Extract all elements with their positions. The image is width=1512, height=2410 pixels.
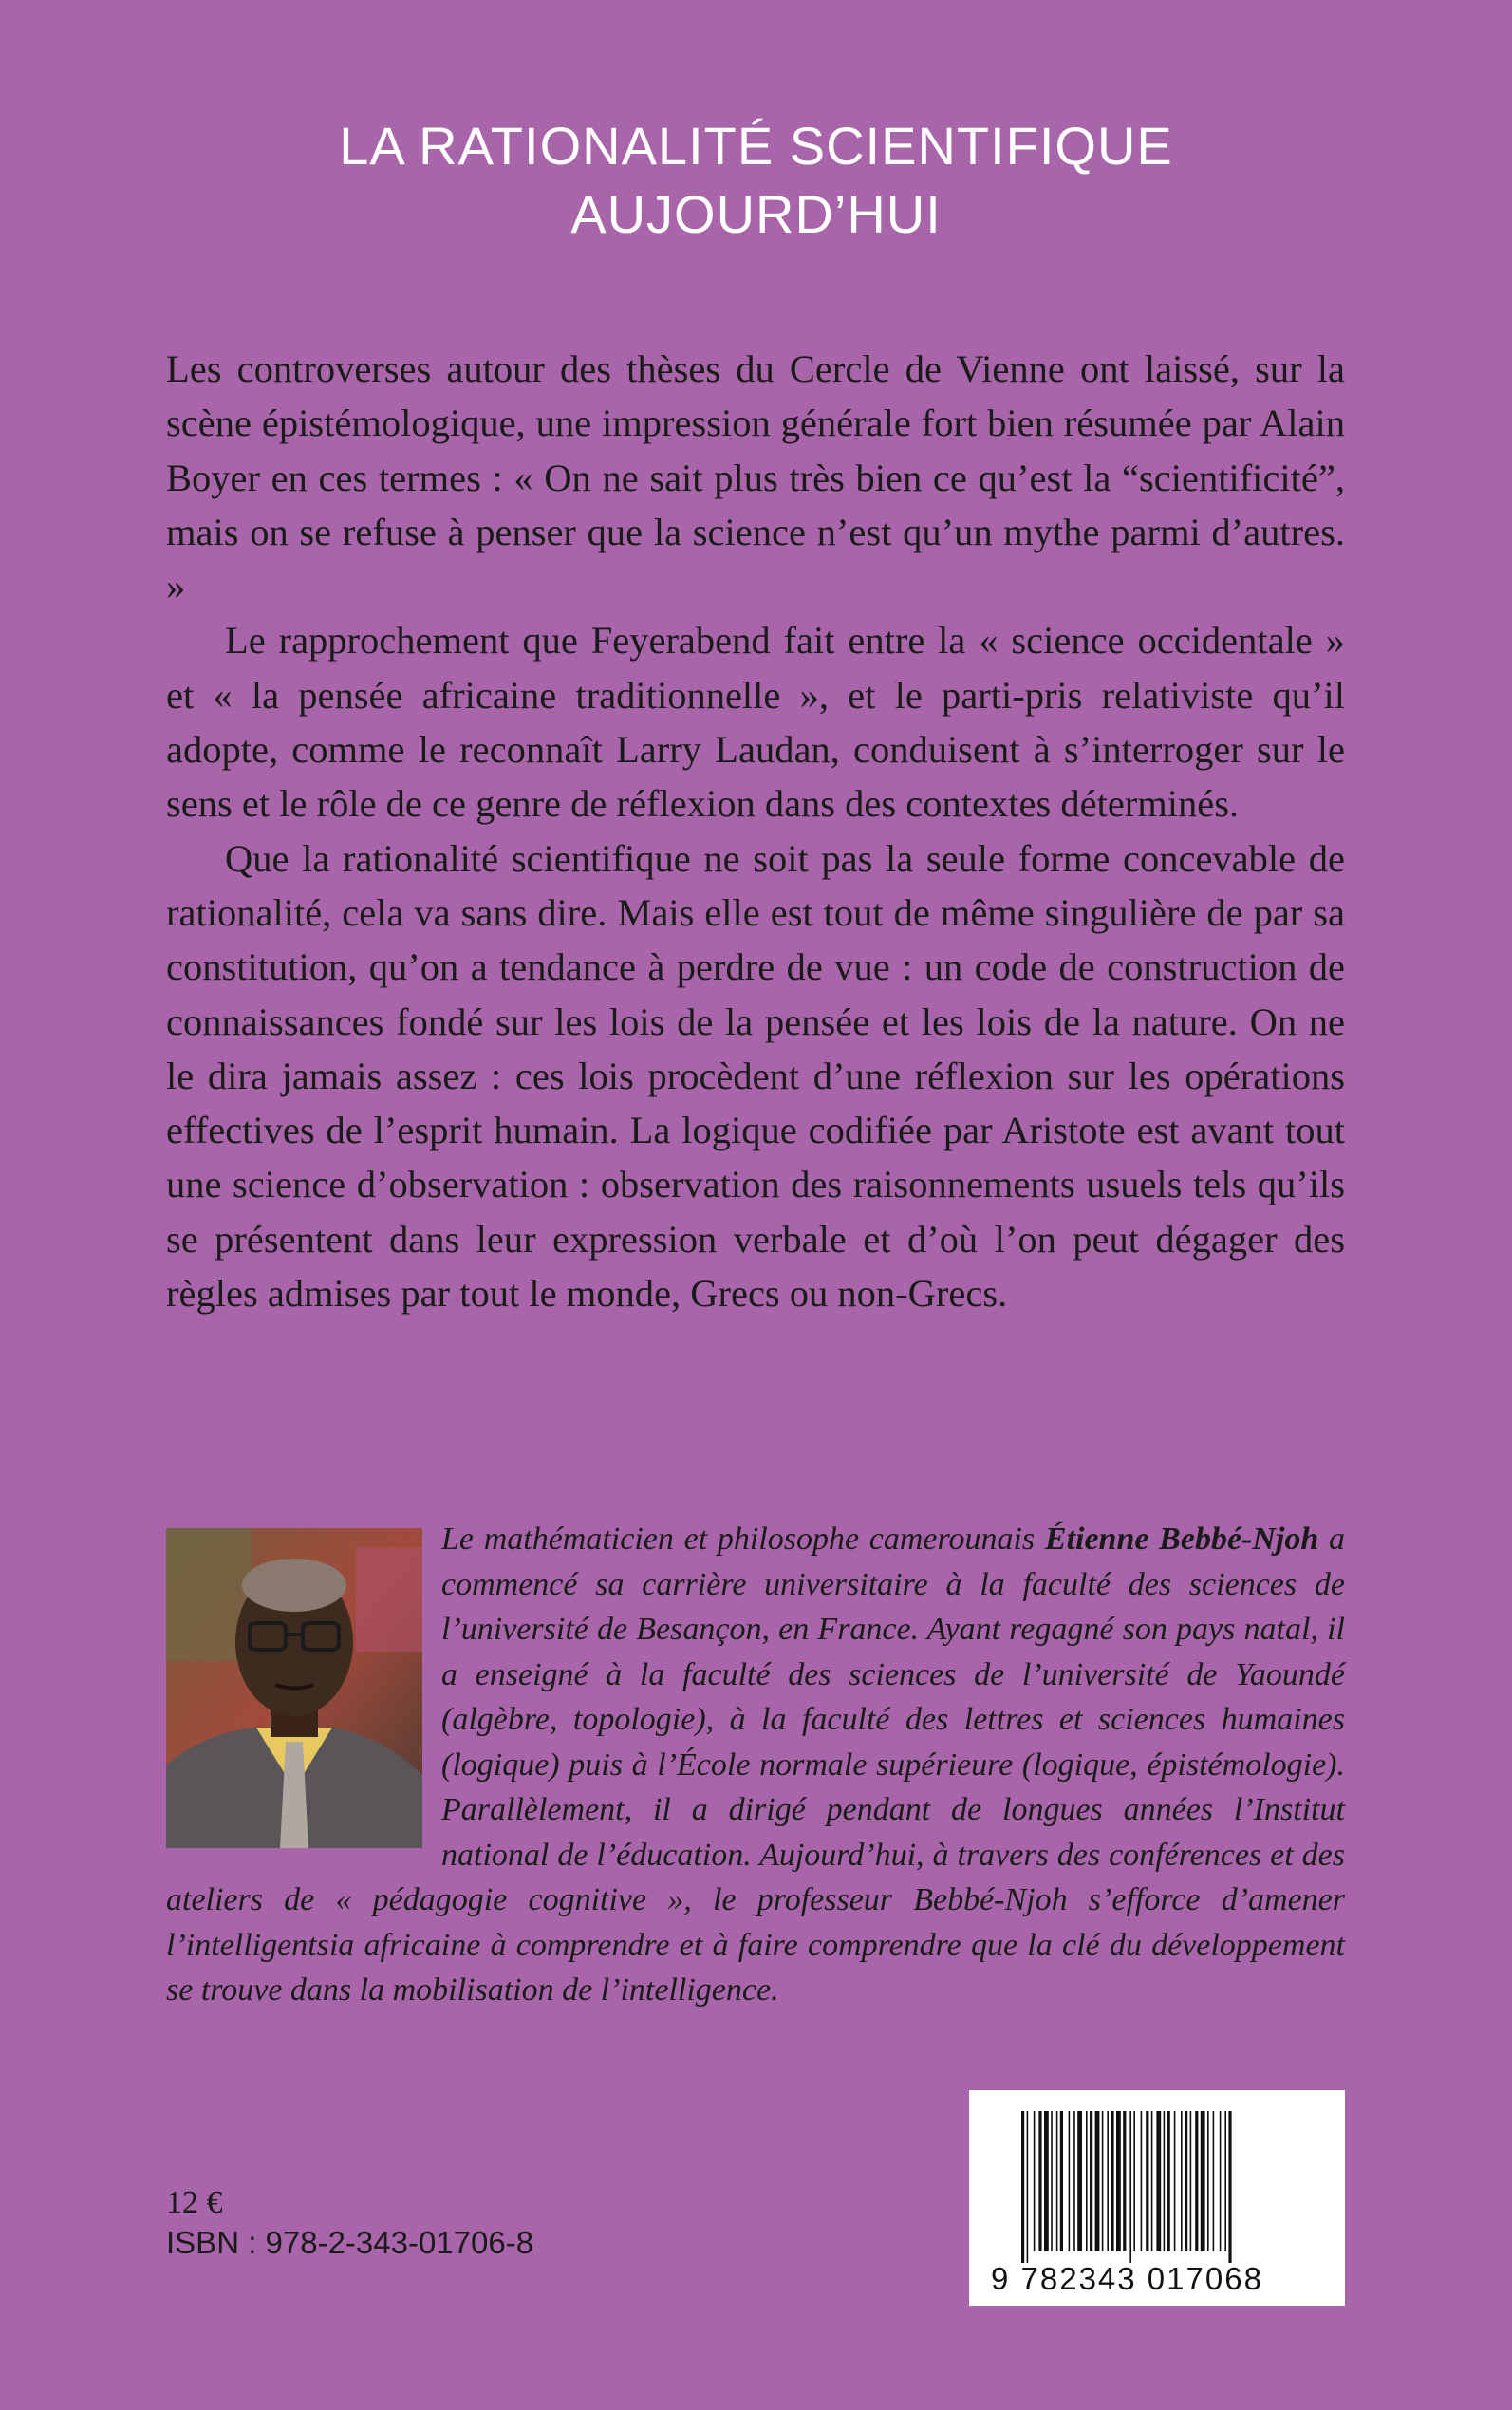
- barcode-bar: [1185, 2111, 1187, 2251]
- barcode-bar: [1190, 2111, 1192, 2251]
- barcode-bar: [1213, 2111, 1215, 2251]
- bio-text: a commencé sa carrière universitaire à la faculté des sciences de l’université de Besançon, en France. Ayant regagné son pays natal, il a enseigné à la faculté des sciences de l’université de Yaoundé (algèbre, topologie), à la faculté des lettres et sciences humaines (logique) puis à l’École normale supérieure (logique, épistémologie). Parallèlement, il a dirigé pendant de longues années l’Institut national de l’éducation. Aujourd’hui, à travers des conférences et des ateliers de « pédagogie cognitive », le professeur Bebbé-Njoh s’efforce d’amener l’intelligentsia africaine à comprendre et à faire comprendre que la clé du développement se trouve dans la mobilisation de l’intelligence.: [166, 1522, 1345, 2008]
- barcode-bar: [1021, 2111, 1024, 2263]
- title-line-1: LA RATIONALITÉ SCIENTIFIQUE: [339, 116, 1173, 176]
- barcode-bar: [1164, 2111, 1166, 2251]
- barcode-bar: [1095, 2111, 1100, 2251]
- barcode-bar: [1038, 2111, 1041, 2251]
- barcode-bar: [1090, 2111, 1092, 2251]
- barcode-bar: [1123, 2111, 1126, 2251]
- barcode-bar: [1156, 2111, 1161, 2251]
- barcode-bar: [1228, 2111, 1231, 2263]
- author-biography: [166, 1517, 1345, 2013]
- barcode-bar: [1116, 2111, 1121, 2251]
- barcode-bar: [1111, 2111, 1113, 2251]
- barcode-bar: [1181, 2111, 1183, 2251]
- barcode-digits: 9 782343 017068: [991, 2261, 1263, 2296]
- barcode-bar: [1086, 2111, 1088, 2251]
- barcode-bar: [1102, 2111, 1104, 2251]
- barcode-bar: [1077, 2111, 1082, 2251]
- barcode-bar: [1146, 2111, 1148, 2251]
- author-name: Étienne Bebbé-Njoh: [1044, 1522, 1319, 1557]
- barcode-bar: [1141, 2111, 1143, 2251]
- barcode-bar: [1069, 2111, 1071, 2251]
- barcode-bar: [1056, 2111, 1058, 2251]
- barcode-bar: [1044, 2111, 1049, 2251]
- synopsis-paragraph-2: Le rapprochement que Feyerabend fait entre la « science occidentale » et « la pensée africaine traditionnelle », et le parti-pris relativiste qu’il adopte, comme le reconnaît Larry Laudan, conduisent à s’interroger sur le sens et le rôle de ce genre de réflexion dans des contextes déterminés.: [166, 619, 1345, 826]
- book-title: [0, 112, 1512, 249]
- synopsis-paragraph-1: Les controverses autour des thèses du Cercle de Vienne ont laissé, sur la scène épistémologique, une impression générale fort bien résumée par Alain Boyer en ces termes : « On ne sait plus très bien ce qu’est la “scientificité”, mais on se refuse à penser que la science n’est qu’un mythe parmi d’autres. »: [166, 347, 1345, 608]
- barcode-bar: [1201, 2111, 1205, 2251]
- barcode: [969, 2090, 1345, 2306]
- synopsis: [166, 342, 1345, 1320]
- barcode-bar: [1224, 2111, 1226, 2251]
- synopsis-paragraph-3: Que la rationalité scientifique ne soit pas la seule forme concevable de rationalité, cela va sans dire. Mais elle est tout de même singulière de par sa constitution, qu’on a tendance à perdre de vue : un code de construction de connaissances fondé sur les lois de la pensée et les lois de la nature. On ne le dira jamais assez : ces lois procèdent d’une réflexion sur les opérations effectives de l’esprit humain. La logique codifiée par Aristote est avant tout une science d’observation : observation des raisonnements usuels tels qu’ils se présentent dans leur expression verbale et d’où l’on peut dégager des règles admises par tout le monde, Grecs ou non-Grecs.: [166, 836, 1345, 1316]
- title-line-2: AUJOURD’HUI: [570, 184, 942, 244]
- isbn: ISBN : 978-2-343-01706-8: [166, 2225, 534, 2260]
- barcode-bar: [1195, 2111, 1198, 2251]
- barcode-bar: [1034, 2111, 1036, 2251]
- barcode-bar: [1133, 2111, 1135, 2251]
- barcode-bar: [1174, 2111, 1176, 2251]
- barcode-bar: [1207, 2111, 1209, 2251]
- barcode-bar: [1129, 2111, 1131, 2263]
- barcode-bar: [1060, 2111, 1063, 2251]
- barcode-bar: [1051, 2111, 1053, 2251]
- barcode-bars: [1021, 2111, 1297, 2263]
- bio-intro: Le mathématicien et philosophe camerounais: [441, 1522, 1045, 1557]
- barcode-bar: [1027, 2111, 1029, 2263]
- barcode-bar: [1107, 2111, 1109, 2251]
- barcode-bar: [1151, 2111, 1153, 2251]
- price: 12 €: [166, 2185, 223, 2220]
- barcode-bar: [1167, 2111, 1170, 2251]
- barcode-bar: [1220, 2111, 1222, 2251]
- barcode-bar: [1073, 2111, 1075, 2251]
